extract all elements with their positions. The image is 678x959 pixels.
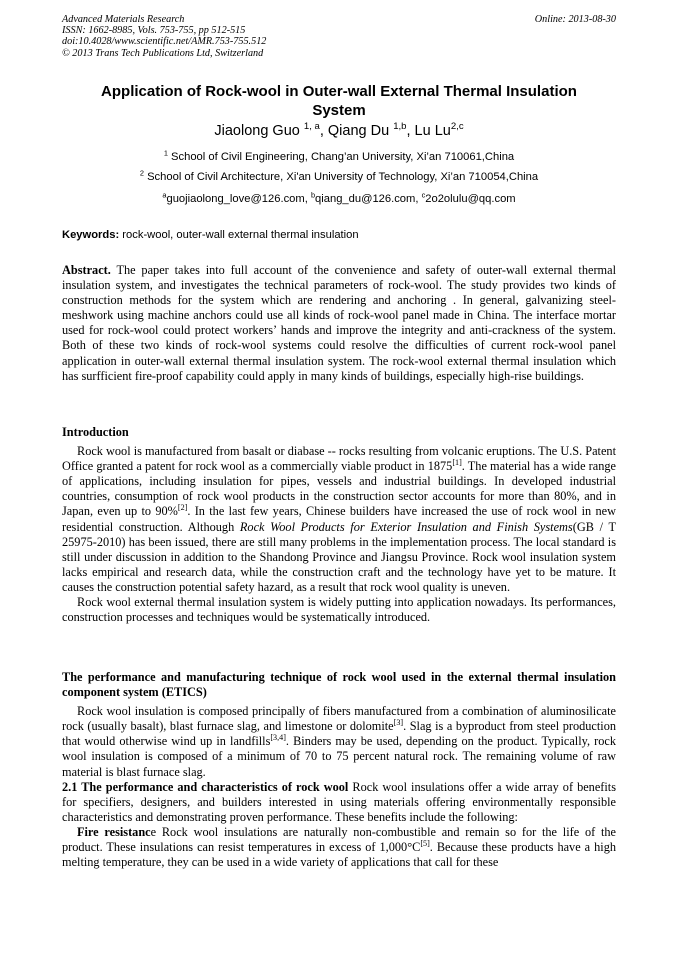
journal-issn: ISSN: 1662-8985, Vols. 753-755, pp 512-515 <box>62 25 246 37</box>
citation-3-4: [3,4] <box>270 733 286 743</box>
author-3-affiliation: 2,c <box>450 121 464 133</box>
email-b: qiang_du@126.com, <box>315 193 422 205</box>
affiliation-2-text: School of Civil Architecture, Xi'an University of Technology, Xi’an 710054,China <box>143 171 539 183</box>
citation-2: [2] <box>177 503 188 513</box>
introduction-paragraph-1 <box>62 444 616 595</box>
author-2: Qiang Du <box>327 123 390 139</box>
section-2 <box>62 670 616 870</box>
abstract <box>62 263 616 384</box>
title-line-2: System <box>312 102 366 119</box>
section-2-heading: The performance and manufacturing technique of rock wool used in the external thermal insulation component system (ETICS) <box>62 670 616 700</box>
online-date: Online: 2013-08-30 <box>534 14 616 25</box>
email-a-mark: a <box>162 190 167 200</box>
affiliation-2-mark: 2 <box>139 168 144 178</box>
keywords <box>62 228 616 242</box>
paper-title <box>62 82 616 120</box>
subsection-2-1-heading: 2.1 The performance and characteristics of rock wool <box>62 779 349 794</box>
author-1-affiliation: 1, a <box>303 121 320 133</box>
sec2-p1-text-a: Rock wool insulation is composed principally of fibers manufactured from a combination of aluminosilicate rock (usually basalt), blast furnace slag, and limestone or dolomite <box>62 704 616 734</box>
title-line-1: Application of Rock-wool in Outer-wall External Thermal Insulation <box>101 83 577 100</box>
journal-header <box>62 14 616 59</box>
journal-doi: doi:10.4028/www.scientific.net/AMR.753-755.512 <box>62 36 267 48</box>
fire-resistance-label: Fire resistanc <box>77 824 151 839</box>
email-c-mark: c <box>421 190 426 200</box>
intro-p1-text-a: Rock wool is manufactured from basalt or diabase -- rocks resulting from volcanic eruptions. The U.S. Patent Office granted a patent for rock wool as a commercially viable product in 1875 <box>62 444 616 474</box>
email-a: guojiaolong_love@126.com, <box>166 193 311 205</box>
subsection-2-1-text: Rock wool insulations offer a wide array of benefits for specifiers, designers, and builders interested in using materials offering environmentally responsible characteristics and demonstrating proven performance. These benefits include the following: <box>62 779 617 824</box>
abstract-label: Abstract. <box>62 263 111 277</box>
fire-resistance-paragraph <box>62 825 616 870</box>
citation-1: [1] <box>452 458 462 468</box>
citation-3: [3] <box>393 718 404 728</box>
abstract-text: The paper takes into full account of the convenience and safety of outer-wall external thermal insulation system, and investigates the technical parameters of rock-wool. The study provides two kinds of construction methods for the system which are rendering and anchoring . In general, galvanizing steel-meshwork using machine anchors could use all kinds of rock-wool panel made in China. The interface mortar used for rock-wool could protect workers’ hands and improve the integrity and anti-crackness of the system. Both of these two kinds of rock-wool systems could resolve the difficulties of current rock-wool panel application in outer-wall external thermal insulation system. The rock-wool external thermal insulation which has surfficient fire-proof capability could apply in many kinds of buildings, especially high-rise buildings. <box>62 263 616 383</box>
standard-title: Rock Wool Products for Exterior Insulation and Finish Systems <box>239 519 573 534</box>
fire-text-a: e Rock wool insulations are naturally non-combustible and remain so for the life of the product. These insulations can resist temperatures in excess of 1,000°C <box>62 824 616 855</box>
introduction-heading: Introduction <box>62 425 129 439</box>
introduction-paragraph-2: Rock wool external thermal insulation system is widely putting into application nowadays. Its performances, construction processes and techniques would be systematically introduced. <box>62 595 616 625</box>
intro-p1-text-d: (GB / T 25975-2010) has been issued, there are still many problems in the implementation process. The local standard is still under discussion in addition to the Shandong Province and Jiangsu Province. Rock wool insulation system lacks empirical and research data, while the construction craft and the technology have yet to be mature. It causes the construction potential safety hazard, as a result that rock wool quality is uneven. <box>62 519 616 594</box>
author-1: Jiaolong Guo <box>214 123 300 139</box>
author-emails <box>62 192 616 206</box>
author-2-affiliation: 1,b <box>393 121 407 133</box>
email-c: 2o2olulu@qq.com <box>425 193 516 205</box>
affiliation-1 <box>62 150 616 164</box>
affiliation-1-text: School of Civil Engineering, Chang’an University, Xi’an 710061,China <box>167 151 515 163</box>
intro-p1-text-c: . In the last few years, Chinese builders have increased the use of rock wool in new residential construction. Although <box>62 504 616 534</box>
author-3: Lu Lu <box>414 123 451 139</box>
sec2-p1-text-c: . Binders may be used, depending on the product. Typically, rock wool insulation is composed of a minimum of 70 to 75 percent natural rock. The remaining volume of raw material is blast furnace slag. <box>62 734 616 779</box>
subsection-2-1 <box>62 780 616 825</box>
sec2-p1-text-b: . Slag is a byproduct from steel production that would otherwise wind up in landfills <box>62 719 616 749</box>
keywords-label: Keywords: <box>62 229 120 241</box>
introduction-section <box>62 425 616 625</box>
journal-name: Advanced Materials Research <box>62 14 185 25</box>
author-separator: , <box>406 123 415 139</box>
intro-p1-text-b: . The material has a wide range of applications, including insulation for pipes, vessels and industrial buildings. In developed industrial countries, consumption of rock wool products in the construction sector accounts for more than 80%, and in Japan, even up to 90% <box>62 459 616 519</box>
affiliation-1-mark: 1 <box>163 148 168 158</box>
affiliation-2 <box>62 170 616 184</box>
author-list <box>62 122 616 140</box>
author-separator: , <box>319 123 328 139</box>
section-2-paragraph-1 <box>62 704 616 779</box>
citation-5: [5] <box>420 838 430 848</box>
email-b-mark: b <box>310 190 316 200</box>
keywords-text: rock-wool, outer-wall external thermal insulation <box>119 229 359 241</box>
journal-copyright: © 2013 Trans Tech Publications Ltd, Switzerland <box>62 47 264 59</box>
fire-text-b: . Because these products have a high melting temperature, they can be used in a wide variety of applications that call for these <box>62 840 616 870</box>
